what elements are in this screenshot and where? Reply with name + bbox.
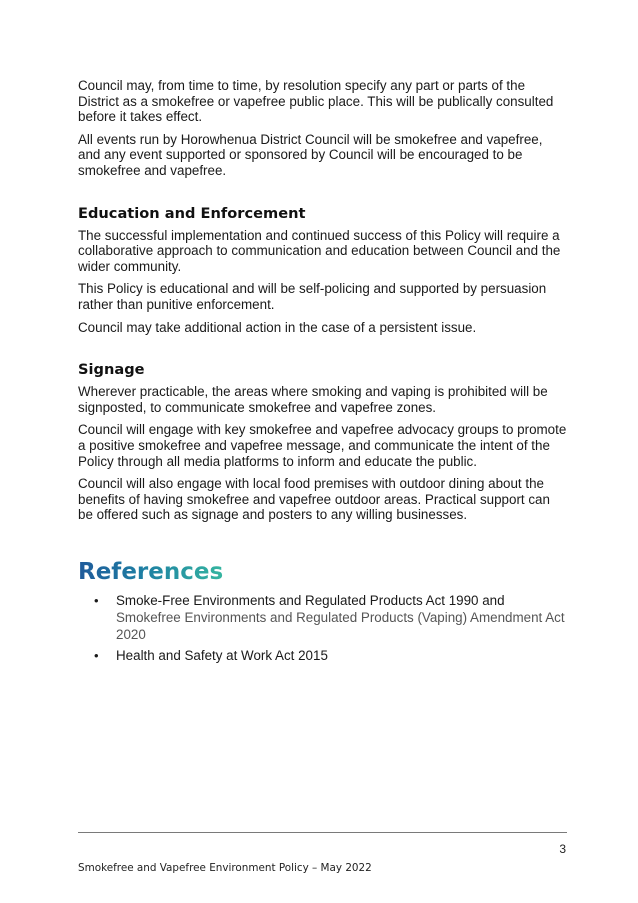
signage-paragraph-3: Council will also engage with local food premises with outdoor dining about the benefits of having smokefree and vapefree outdoor areas. Practical support can be offered such as signage and posters to any willing businesses. — [78, 476, 550, 523]
bullet-icon: • — [94, 592, 99, 608]
list-item — [94, 592, 568, 643]
references-heading: References — [78, 558, 224, 585]
document-body — [78, 78, 568, 668]
intro-paragraph-2: All events run by Horowhenua District Council will be smokefree and vapefree, and any event supported or sponsored by Council will be encouraged to be smokefree and vapefree. — [78, 131, 543, 178]
reference-text: Smoke-Free Environments and Regulated Products Act 1990 and — [116, 592, 505, 608]
reference-text-secondary: Smokefree Environments and Regulated Products (Vaping) Amendment Act 2020 — [116, 609, 565, 642]
education-paragraph-3: Council may take additional action in the case of a persistent issue. — [78, 319, 477, 335]
list-item — [94, 647, 568, 664]
education-heading: Education and Enforcement — [78, 204, 306, 222]
education-paragraph-2: This Policy is educational and will be self-policing and supported by persuasion rather than punitive enforcement. — [78, 281, 547, 312]
signage-heading: Signage — [78, 361, 145, 379]
page-number: 3 — [559, 842, 566, 856]
education-paragraph-1: The successful implementation and continued success of this Policy will require a collaborative approach to communication and education between Council and the wider community. — [78, 227, 561, 274]
signage-paragraph-2: Council will engage with key smokefree and vapefree advocacy groups to promote a positive smokefree and vapefree message, and communicate the intent of the Policy through all media platforms to inform and educate the public. — [78, 422, 567, 469]
intro-paragraph-1: Council may, from time to time, by resolution specify any part or parts of the District as a smokefree or vapefree public place. This will be publically consulted before it takes effect. — [78, 78, 554, 125]
bullet-icon: • — [94, 647, 99, 663]
signage-paragraph-1: Wherever practicable, the areas where smoking and vaping is prohibited will be signposted, to communicate smokefree and vapefree zones. — [78, 384, 548, 415]
footer-title: Smokefree and Vapefree Environment Policy – May 2022 — [78, 862, 372, 874]
references-list — [78, 592, 568, 664]
footer-divider — [78, 832, 567, 833]
reference-text: Health and Safety at Work Act 2015 — [116, 647, 328, 663]
